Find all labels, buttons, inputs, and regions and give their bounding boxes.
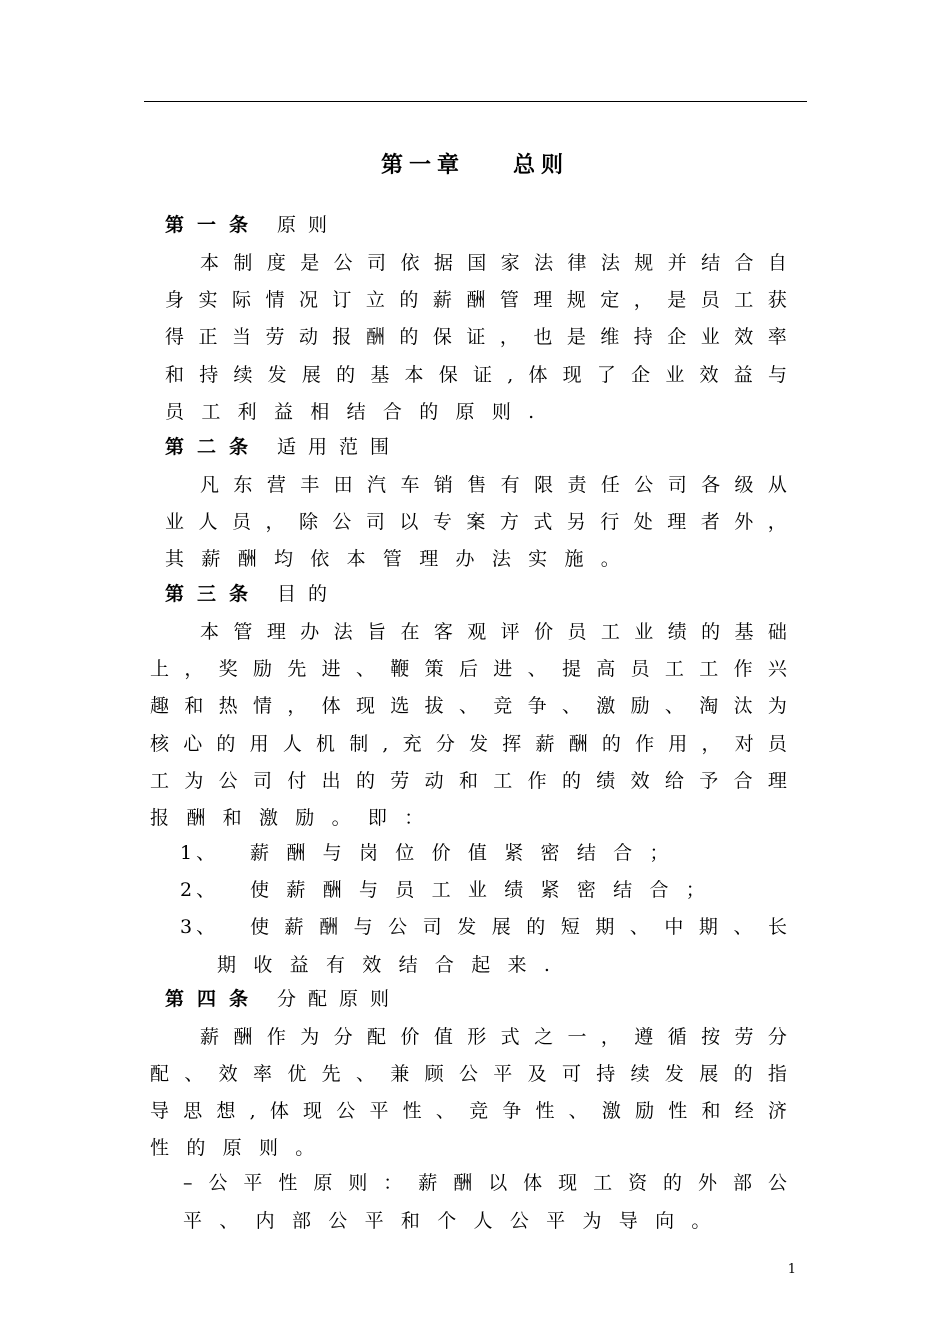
list-item-marker: 1、	[180, 842, 220, 864]
article-heading	[165, 210, 339, 240]
article-title: 分配原则	[277, 988, 402, 1010]
article-number: 第一条	[165, 214, 262, 236]
list-item-text: 使 薪 酬 与 员 工 业 绩 紧 密 结 合 ；	[250, 879, 705, 901]
list-item	[180, 912, 787, 942]
paragraph-line: 得 正 当 劳 动 报 酬 的 保 证 ， 也 是 维 持 企 业 效 率	[165, 326, 787, 348]
article-heading	[165, 432, 401, 462]
article-number: 第三条	[165, 583, 262, 605]
article-heading	[165, 579, 339, 609]
paragraph-line: 和 持 续 发 展 的 基 本 保 证 , 体 现 了 企 业 效 益 与	[165, 364, 787, 386]
chapter-title: 总则	[513, 153, 570, 178]
paragraph-line: 凡 东 营 丰 田 汽 车 销 售 有 限 责 任 公 司 各 级 从	[200, 474, 787, 496]
list-item	[180, 838, 787, 868]
article-heading	[165, 984, 401, 1014]
paragraph-line: 业 人 员 ， 除 公 司 以 专 案 方 式 另 行 处 理 者 外 ，	[165, 511, 787, 533]
paragraph-line: 薪 酬 作 为 分 配 价 值 形 式 之 一 ， 遵 循 按 劳 分	[200, 1026, 787, 1048]
list-item-marker: 3、	[180, 916, 220, 938]
list-item-continuation: 期 收 益 有 效 结 合 起 来 .	[217, 954, 550, 976]
paragraph-line: 本 制 度 是 公 司 依 据 国 家 法 律 法 规 并 结 合 自	[200, 252, 787, 274]
paragraph-line: 导 思 想 , 体 现 公 平 性 、 竞 争 性 、 激 励 性 和 经 济	[150, 1100, 787, 1122]
paragraph-line: 配 、 效 率 优 先 、 兼 顾 公 平 及 可 持 续 发 展 的 指	[150, 1063, 787, 1085]
list-item-text: 使 薪 酬 与 公 司 发 展 的 短 期 、 中 期 、 长	[250, 916, 787, 938]
article-title: 目的	[277, 583, 340, 605]
list-item-text: 薪 酬 与 岗 位 价 值 紧 密 结 合 ；	[250, 842, 669, 864]
chapter-heading	[0, 148, 950, 179]
paragraph-line: 其 薪 酬 均 依 本 管 理 办 法 实 施 。	[165, 548, 620, 570]
paragraph-line: 报 酬 和 激 励 。 即 ：	[150, 807, 424, 829]
list-item-marker: 2、	[180, 879, 220, 901]
list-item	[180, 875, 787, 905]
article-number: 第二条	[165, 436, 262, 458]
paragraph-line: 上 ， 奖 励 先 进 、 鞭 策 后 进 、 提 高 员 工 工 作 兴	[150, 658, 787, 680]
chapter-label: 第一章	[380, 153, 465, 178]
paragraph-line: 核 心 的 用 人 机 制 , 充 分 发 挥 薪 酬 的 作 用 ， 对 员	[150, 733, 787, 755]
article-title: 原则	[277, 214, 340, 236]
article-title: 适用范围	[277, 436, 402, 458]
paragraph-line: 本 管 理 办 法 旨 在 客 观 评 价 员 工 业 绩 的 基 础	[200, 621, 787, 643]
paragraph-line: 趣 和 热 情 ， 体 现 选 拔 、 竞 争 、 激 励 、 淘 汰 为	[150, 695, 787, 717]
paragraph-line: 性 的 原 则 。	[150, 1137, 315, 1159]
header-rule	[144, 101, 807, 102]
article-number: 第四条	[165, 988, 262, 1010]
dash-item: – 公 平 性 原 则 ： 薪 酬 以 体 现 工 资 的 外 部 公	[183, 1172, 787, 1194]
page-number: 1	[787, 1262, 796, 1277]
paragraph-line: 身 实 际 情 况 订 立 的 薪 酬 管 理 规 定 ， 是 员 工 获	[165, 289, 787, 311]
paragraph-line: 工 为 公 司 付 出 的 劳 动 和 工 作 的 绩 效 给 予 合 理	[150, 770, 787, 792]
dash-item-continuation: 平 、 内 部 公 平 和 个 人 公 平 为 导 向 。	[183, 1210, 711, 1232]
paragraph-line: 员 工 利 益 相 结 合 的 原 则 .	[165, 401, 535, 423]
